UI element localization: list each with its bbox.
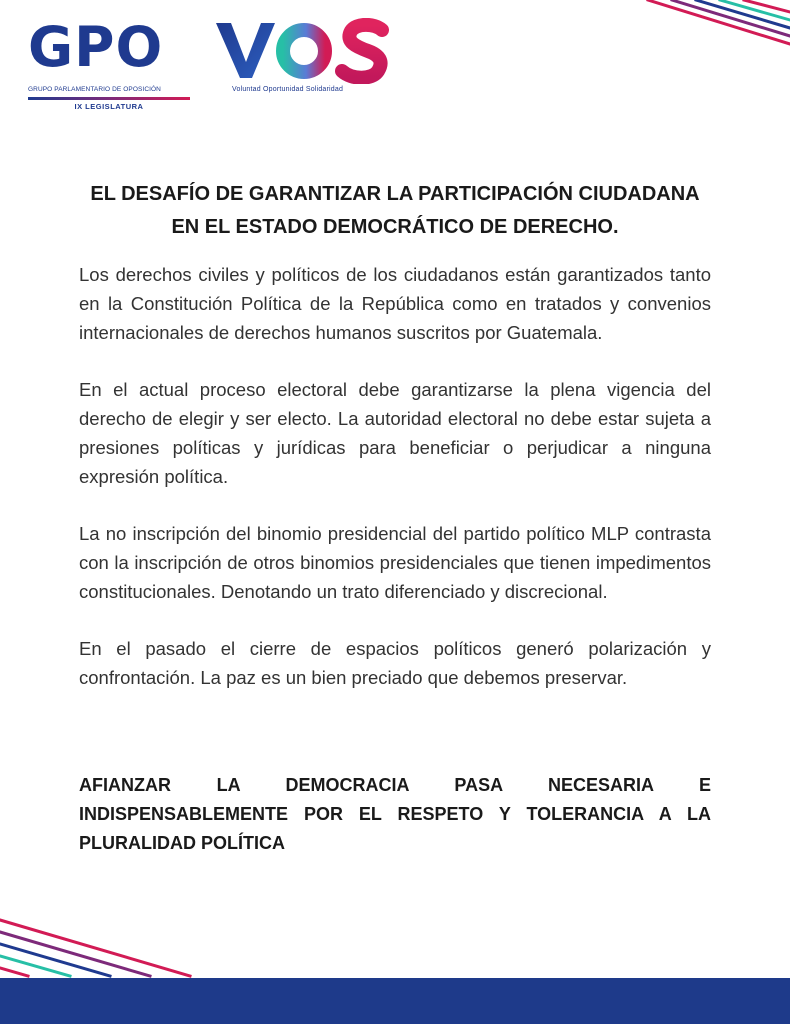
gpo-logo-letters: GPO	[28, 15, 164, 79]
gpo-logo-divider	[28, 97, 190, 100]
paragraph-peace: En el pasado el cierre de espacios políticos generó polarización y confrontación. La paz es un bien preciado que debemos preservar.	[79, 638, 711, 688]
decorative-stripes-top	[610, 0, 790, 56]
paragraph-electoral-process: En el actual proceso electoral debe garantizarse la plena vigencia del derecho de elegir y ser electo. La autoridad electoral no debe estar sujeta a presiones políticas y jurídicas para beneficiar o perjudicar a ninguna expresión política.	[79, 379, 711, 487]
paragraph-rights: Los derechos civiles y políticos de los ciudadanos están garantizados tanto en la Constitución Política de la República como en tratados y convenios internacionales de derechos humanos suscritos por Guatemala.	[79, 264, 711, 343]
vos-logo	[212, 18, 392, 100]
closing-statement: AFIANZAR LA DEMOCRACIA PASA NECESARIA E INDISPENSABLEMENTE POR EL RESPETO Y TOLERANCIA A LA PLURALIDAD POLÍTICA	[79, 775, 711, 853]
document-body	[79, 260, 711, 720]
page-title: EL DESAFÍO DE GARANTIZAR LA PARTICIPACIÓN CIUDADANA EN EL ESTADO DEMOCRÁTICO DE DERECHO.	[90, 183, 700, 238]
gpo-logo	[28, 15, 190, 111]
footer-band	[0, 978, 790, 1024]
decorative-stripes-bottom	[0, 912, 200, 978]
gpo-logo-subtitle: GRUPO PARLAMENTARIO DE OPOSICIÓN	[28, 86, 161, 93]
vos-logo-tagline: Voluntad Oportunidad Solidaridad	[232, 86, 344, 93]
vos-logo-mark	[212, 18, 392, 84]
paragraph-mlp-inscription: La no inscripción del binomio presidencial del partido político MLP contrasta con la inscripción de otros binomios presidenciales que tienen impedimentos constitucionales. Denotando un trato diferenciado y discrecional.	[79, 523, 711, 602]
gpo-logo-legislature: IX LEGISLATURA	[74, 102, 144, 111]
